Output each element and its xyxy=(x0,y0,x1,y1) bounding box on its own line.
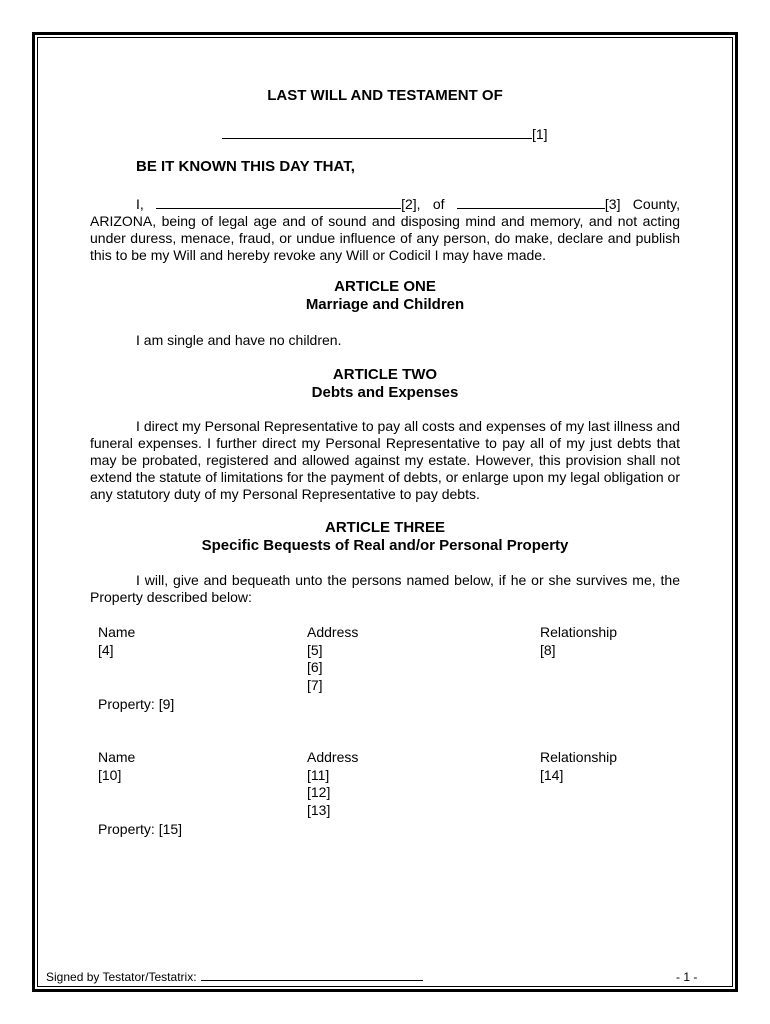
relationship-field[interactable]: [14] xyxy=(540,766,564,783)
article-two-heading: ARTICLE TWO xyxy=(332,366,438,383)
article-two-subheading: Debts and Expenses xyxy=(311,384,459,401)
signature-line xyxy=(46,970,423,984)
testator-name-field[interactable] xyxy=(222,125,548,143)
page-number: - 1 - xyxy=(676,970,698,984)
bequest-2-relationship-col xyxy=(540,749,617,784)
address-line-2[interactable]: [12] xyxy=(307,784,331,800)
document-title: LAST WILL AND TESTAMENT OF xyxy=(267,87,503,104)
blank-line xyxy=(222,125,532,139)
intro-paragraph: I, [2], of [3] County, ARIZONA, being of legal age and of sound and disposing mind and memory, and not acting under duress, menace, fraud, or undue influence of any person, do make, declare and publish this to be my Will and hereby revoke any Will or Codicil I may have made. xyxy=(90,196,681,263)
address-line-1[interactable]: [5] xyxy=(307,641,323,658)
signed-label: Signed by Testator/Testatrix: xyxy=(46,970,197,984)
address-label: Address xyxy=(307,749,359,765)
article-two-paragraph: I direct my Personal Representative to pay all costs and expenses of my last illness and funeral expenses. I further direct my Personal Representative to pay all of my just debts that may be probated, registered and allowed against my estate. However, this provision shall not extend the statute of limitations for the payment of debts, or enlarge upon my legal obligation or any statutory duty of my Personal Representative to pay debts. xyxy=(90,418,680,502)
bequest-1-name-col xyxy=(98,624,135,659)
address-line-3[interactable]: [7] xyxy=(307,676,323,693)
relationship-field[interactable]: [8] xyxy=(540,641,556,658)
address-label: Address xyxy=(307,624,359,640)
address-line-2[interactable]: [6] xyxy=(307,659,323,675)
address-line-1[interactable]: [11] xyxy=(307,766,330,783)
bequest-1-relationship-col xyxy=(540,624,617,659)
relationship-label: Relationship xyxy=(540,749,618,765)
article-three-heading: ARTICLE THREE xyxy=(325,519,445,536)
article-three-subheading: Specific Bequests of Real and/or Personal Property xyxy=(201,537,569,554)
testator-name-blank[interactable] xyxy=(156,195,401,209)
county-blank[interactable] xyxy=(457,195,605,209)
bequest-1-address-col xyxy=(307,624,358,694)
address-line-3[interactable]: [13] xyxy=(307,801,331,818)
bequest-2-property[interactable]: Property: [15] xyxy=(98,821,183,837)
name-label: Name xyxy=(98,624,136,640)
page-border-inner xyxy=(37,37,733,987)
article-one-heading: ARTICLE ONE xyxy=(334,278,436,295)
bequest-1-property[interactable]: Property: [9] xyxy=(98,696,175,712)
known-heading: BE IT KNOWN THIS DAY THAT, xyxy=(136,158,355,175)
relationship-label: Relationship xyxy=(540,624,618,640)
article-one-subheading: Marriage and Children xyxy=(305,296,465,313)
name-field[interactable]: [10] xyxy=(98,766,122,783)
bequest-2-name-col xyxy=(98,749,135,784)
name-label: Name xyxy=(98,749,136,765)
name-field[interactable]: [4] xyxy=(98,641,114,658)
field-marker-1: [1] xyxy=(532,126,548,142)
signature-blank[interactable] xyxy=(201,970,423,981)
bequest-2-address-col xyxy=(307,749,358,819)
article-one-text: I am single and have no children. xyxy=(136,332,342,348)
article-three-paragraph: I will, give and bequeath unto the persons named below, if he or she survives me, the Property described below: xyxy=(90,572,680,605)
